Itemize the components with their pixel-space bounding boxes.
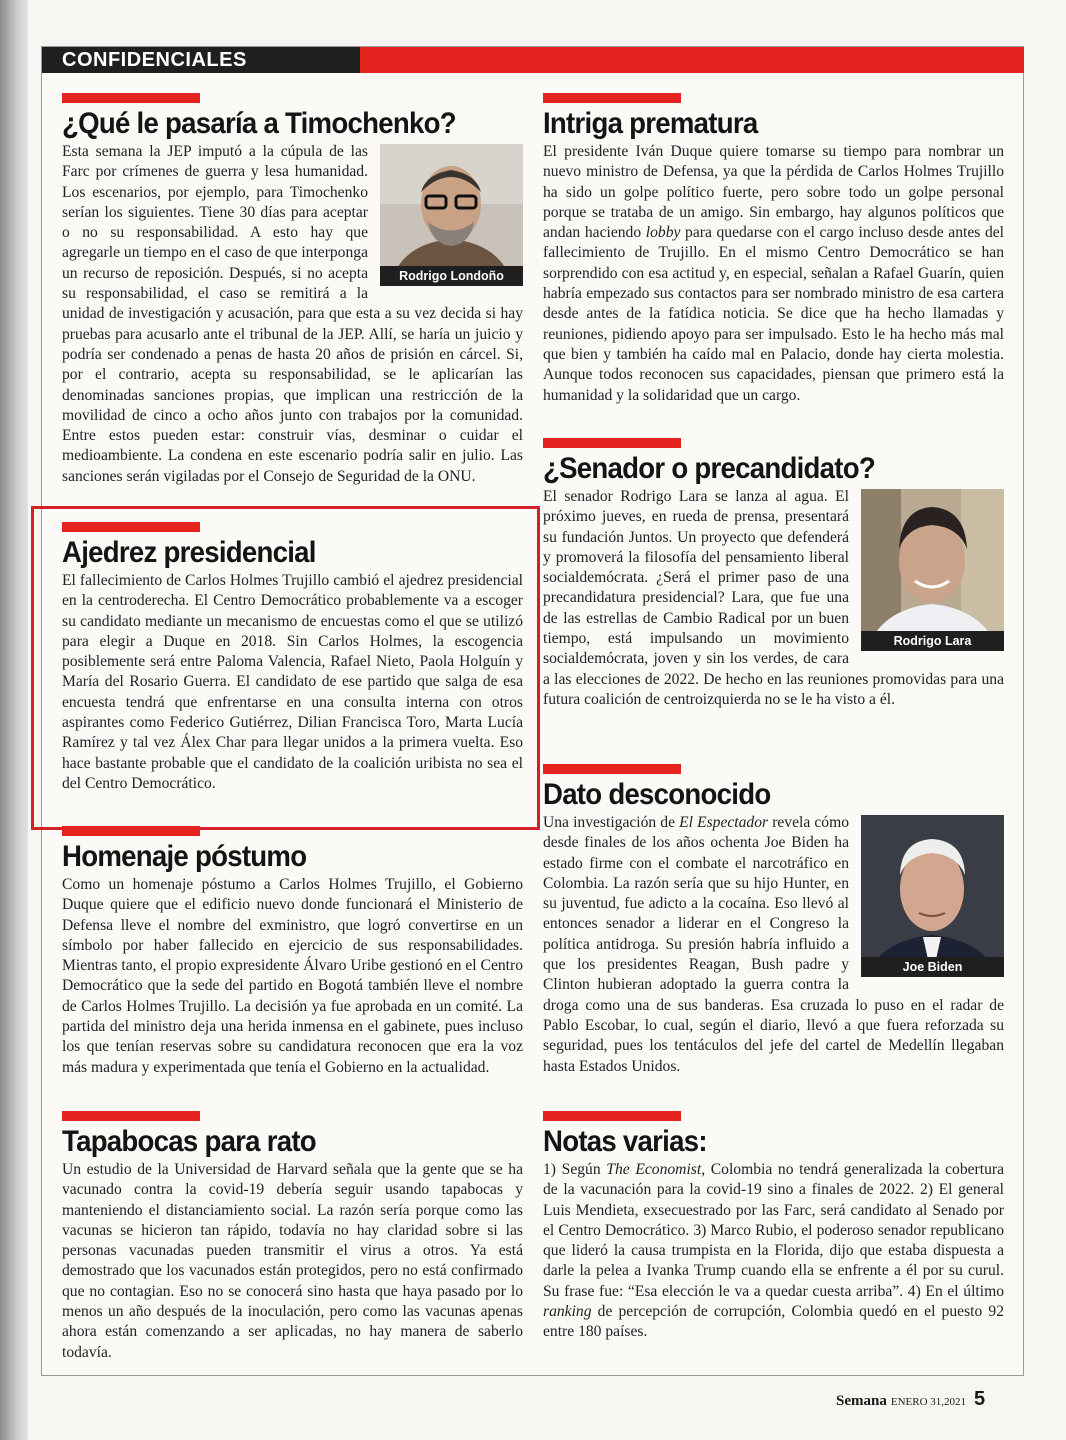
article-text: 1) Según [543, 1161, 607, 1178]
article-text: para quedarse con el cargo incluso desde antes del fallecimiento de Trujillo. En el mismo Centro Democrático se han sorprendido con esa actitud y, en especial, señalan a Rafael Guarín, quien habría empezado sus contactos para ser nombrado ministro de esa cartera desde antes de la fatídica noticia. Se dice que ha hecho llamadas y reuniones, pidiendo apoyo para ser impulsado. Esto le ha hecho más mal que bien y también ha caído mal en Palacio, donde hay cierta molestia. Aunque todos reconocen sus capacidades, piensan que primero está la humanidad y la solidaridad que un cargo. [543, 224, 1004, 404]
article-body: Como un homenaje póstumo a Carlos Holmes Trujillo, el Gobierno Duque quiere que el edificio nuevo donde funcionará el Ministerio de Defensa lleve el nombre del exministro, que logró convertirse en un símbolo por haber fallecido en ejercicio de sus responsabilidades. Mientras tanto, el propio expresidente Álvaro Uribe gestionó en el Centro Democrático que la sede del partido en Bogotá también lleve el nombre de Carlos Holmes Trujillo. La decisión ya fue aprobada en un comité. La partida del ministro deja una herida inmensa en el gabinete, pues incluso los que tenían reservas sobre su candidatura reconocen que era la voz más madura y experimentada que tenía el Gobierno en la actualidad. [62, 876, 523, 1076]
photo-joe-biden [861, 815, 1004, 977]
article-text: El presidente Iván Duque quiere tomarse su tiempo para nombrar un nuevo ministro de Defensa, ya que la pérdida de Carlos Holmes Trujillo ha sido un golpe político fuerte, pero sobre todo un golpe personal porque se trataba de un amigo. Sin embargo, hay algunos políticos que andan haciendo [543, 143, 1004, 242]
article-text-italic: lobby [645, 224, 681, 242]
article-title: Tapabocas para rato [62, 1125, 316, 1158]
article-body [543, 813, 1004, 1077]
article-text-italic: ranking [543, 1303, 592, 1321]
article-title: Homenaje póstumo [62, 840, 307, 873]
issue-date: ENERO 31,2021 [890, 1396, 967, 1408]
page-number: 5 [974, 1388, 986, 1410]
article-homenaje-postumo [62, 826, 523, 1078]
article-text: El senador Rodrigo Lara se lanza al agua. El próximo jueves, en rueda de prensa, presentará su fundación Juntos. Un proyecto que defenderá y promoverá la filosofía del pensamiento liberal socialdemócrata. ¿Será el primer paso de una precandidatura presidencial? Lara, que fue una de las estrellas de Cambio Radical por un buen tiempo, está impulsando un movimiento socialdemócrata, joven y sin los verdes, de cara a las elecciones de 2022. De hecho en las reuniones promovidas para una futura coalición de centroizquierda no se le ha visto a él. [543, 488, 1004, 708]
photo-caption: Rodrigo Londoño [380, 266, 523, 286]
article-title: Notas varias: [543, 1125, 707, 1158]
article-accent-bar [62, 93, 200, 103]
article-body: El fallecimiento de Carlos Holmes Trujillo cambió el ajedrez presidencial en la centroderecha. El Centro Democrático probablemente va a escoger su candidato mediante un mecanismo de encuestas como el que se utilizó para elegir a Duque en 2018. Sin Carlos Holmes, la escogencia posiblemente será entre Paloma Valencia, Rafael Nieto, Paola Holguín y María del Rosario Guerra. El candidato de ese partido que salga de esa encuesta tendrá que enfrentarse en una consulta interna con otros aspirantes como Federico Gutiérrez, Dilian Francisca Toro, Marta Lucía Ramírez y tal vez Álex Char para llegar unidos a la primera vuelta. Eso hace bastante probable que el candidato de la coalición uribista no sea el del Centro Democrático. [62, 572, 523, 792]
article-title: ¿Senador o precandidato? [543, 452, 875, 485]
article-body [543, 142, 1004, 406]
article-title: Intriga prematura [543, 107, 758, 140]
article-accent-bar [543, 438, 681, 448]
article-body [543, 487, 1004, 710]
portrait-image [861, 815, 1004, 977]
article-title: Ajedrez presidencial [62, 536, 316, 569]
article-senador-precandidato [543, 438, 1004, 710]
article-accent-bar [543, 93, 681, 103]
article-body: Un estudio de la Universidad de Harvard señala que la gente que se ha vacunado contra la covid-19 debería seguir usando tapabocas y manteniendo el distanciamiento social. La razón sería porque como las vacunas se hicieron tan rápido, todavía no hay claridad sobre si las personas vacunadas pueden transmitir el virus a otros. Ya está demostrado que los vacunados están protegidos, pero no está confirmado que no contagian. Eso no se conocerá sino hasta que haya pasado por lo menos un año después de la inoculación, pero como las vacunas apenas ahora están comenzando a ser aplicadas, no hay manera de saberlo todavía. [62, 1161, 523, 1361]
magazine-brand: Semana [836, 1393, 887, 1409]
article-text-italic: The Economist [606, 1161, 702, 1178]
article-intriga-prematura [543, 93, 1004, 406]
article-title: Dato desconocido [543, 778, 771, 811]
article-text: revela cómo desde finales de los años ochenta Joe Biden ha estado firme con el combate el narcotráfico en Colombia. La razón sería que su hijo Hunter, en su juventud, fue adicto a la cocaína. Eso llevó al entonces senador a liderar en el Congreso la política antidroga. Su presión habría influido a que los presidentes Reagan, Bush padre y Clinton hubieran adoptado la guerra contra la droga como una de sus banderas. Esa cruzada lo puso en el radar de Pablo Escobar, lo cual, según el diario, llevó a que fuera reforzada su seguridad, pues los tentáculos del jefe del cartel de Medellín llegaban hasta Estados Unidos. [543, 814, 1004, 1075]
portrait-image [380, 144, 523, 286]
highlight-box [31, 506, 540, 830]
section-title: CONFIDENCIALES [42, 47, 360, 73]
article-accent-bar [62, 1111, 200, 1121]
article-notas-varias [543, 1111, 1004, 1343]
photo-caption: Rodrigo Lara [861, 631, 1004, 651]
page-gutter-shadow [0, 0, 30, 1440]
article-title: ¿Qué le pasaría a Timochenko? [62, 107, 456, 140]
article-text: de percepción de corrupción, Colombia quedó en el puesto 92 entre 180 países. [543, 1303, 1004, 1341]
portrait-image [861, 489, 1004, 651]
article-body [62, 142, 523, 487]
article-text: Esta semana la JEP imputó a la cúpula de las Farc por crímenes de guerra y lesa humanidad. Los escenarios, por ejemplo, para Timochenko serían los siguientes. Tiene 30 días para aceptar o no su responsabilidad. A esto hay que agregarle un tiempo en el caso de que interponga un recurso de reposición. Después, si no acepta su responsabilidad, el caso se remitirá a la unidad de investigación y acusación, para que esta a su vez decida si hay pruebas para acusarlo ante el tribunal de la JEP. Allí, se haría un juicio y podría ser condenado a penas de hasta 20 años de prisión en cárcel. Si, por el contrario, acepta su responsabilidad, se le aplicarían las denominadas sanciones propias, que implican una restricción de la movilidad de cinco a ocho años junto con trabajos por la comunidad. Entre estos pueden estar: construir vías, desminar o cuidar el medioambiente. La condena en este escenario podría salir en julio. Las sanciones serán vigiladas por el Consejo de Seguridad de la ONU. [62, 143, 523, 485]
article-accent-bar [62, 826, 200, 836]
article-accent-bar [543, 764, 681, 774]
page-footer [836, 1388, 985, 1411]
article-text-italic: El Espectador [679, 814, 769, 831]
photo-rodrigo-londono [380, 144, 523, 286]
article-body [543, 1160, 1004, 1343]
photo-caption: Joe Biden [861, 957, 1004, 977]
article-timochenko [62, 93, 523, 487]
article-tapabocas [62, 1111, 523, 1363]
article-dato-desconocido [543, 764, 1004, 1077]
article-text: Una investigación de [543, 814, 680, 831]
article-accent-bar [543, 1111, 681, 1121]
article-text: , Colombia no tendrá generalizada la cobertura de la vacunación para la covid-19 sino a finales de 2022. 2) El general Luis Mendieta, exsecuestrado por las Farc, será candidato al Senado por el Centro Democrático. 3) Marco Rubio, el poderoso senador republicano que lideró la causa trumpista en la Florida, dijo que estaba dispuesta a darle la pelea a Ivanka Trump cuando ella se enfrente a él por su curul. Su frase fue: “Esa elección le va a quedar cuesta arriba”. 4) En el último [543, 1161, 1004, 1300]
photo-rodrigo-lara [861, 489, 1004, 651]
